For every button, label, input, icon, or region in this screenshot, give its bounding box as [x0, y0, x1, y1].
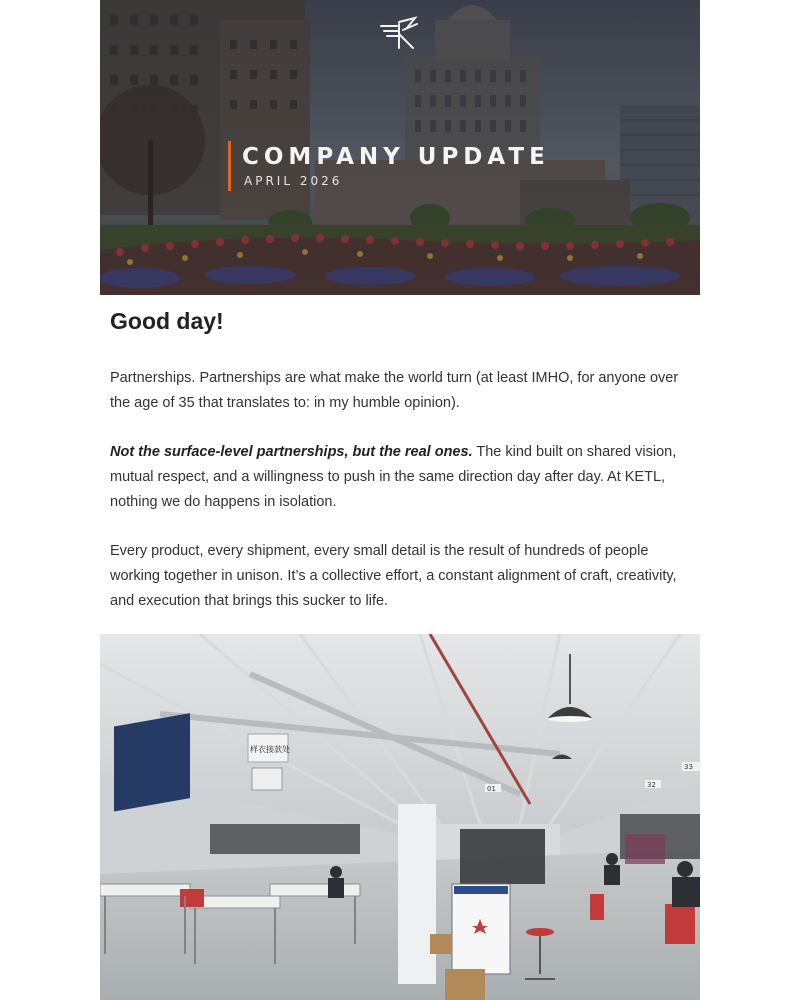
- svg-text:01: 01: [487, 785, 496, 793]
- greeting-heading: Good day!: [110, 308, 224, 334]
- partnership-text: The kind built on shared vision, mutual respect, and a willingness to push in the same direction day after day. At KETL, nothing we do happens in isolation.: [110, 444, 677, 510]
- ketl-bird-logo-icon: [377, 14, 423, 54]
- svg-text:33: 33: [684, 763, 693, 771]
- hero-banner: [100, 0, 700, 295]
- hero-subtitle: APRIL 2026: [244, 174, 343, 188]
- partnership-paragraph: [110, 440, 692, 515]
- svg-text:32: 32: [647, 781, 656, 789]
- factory-floor-image: [100, 634, 700, 1000]
- factory-floor-photo: [100, 634, 700, 1000]
- title-accent-bar: [228, 141, 231, 191]
- emphasis-text: Not the surface-level partnerships, but the real ones.: [110, 444, 473, 460]
- email-column: [100, 0, 700, 1000]
- intro-paragraph: Partnerships. Partnerships are what make the world turn (at least IMHO, for anyone over the age of 35 that translates to: in my humble opinion).: [110, 370, 679, 411]
- collective-effort-paragraph: Every product, every shipment, every small detail is the result of hundreds of people working together in unison. It’s a collective effort, a constant alignment of craft, creativity, and execution that brings this sucker to life.: [110, 543, 677, 609]
- station-sign-text: 样衣接款处: [250, 745, 290, 754]
- hero-title: COMPANY UPDATE: [242, 144, 550, 170]
